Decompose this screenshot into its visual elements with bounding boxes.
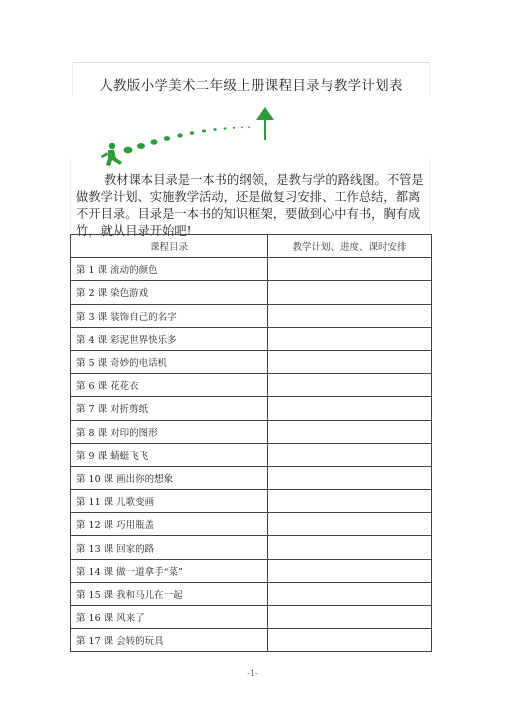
table-header-row: [71, 235, 432, 258]
table-row: [71, 513, 432, 536]
table-row: [71, 443, 432, 466]
up-arrow-icon: [256, 107, 274, 140]
intro-paragraph: 教材课本目录是一本书的纲领，是教与学的路线图。不管是做教学计划、实施教学活动，还是做复习安排、工作总结，都离不开目录。目录是一本书的知识框架，要做到心中有书，胸有成竹，就从目录开始吧!: [76, 173, 424, 239]
plan-cell: [268, 466, 432, 489]
header-teaching-plan: 教学计划、进度、课时安排: [268, 235, 432, 258]
lesson-cell: 第 5 课 奇妙的电话机: [71, 350, 268, 373]
lesson-cell: 第 10 课 画出你的想象: [71, 466, 268, 489]
table-row: [71, 350, 432, 373]
table-row: [71, 629, 432, 652]
lesson-cell: 第 3 课 装饰自己的名字: [71, 304, 268, 327]
plan-cell: [268, 258, 432, 281]
lesson-cell: 第 13 课 回家的路: [71, 536, 268, 559]
table-row: [71, 374, 432, 397]
table-row: [71, 420, 432, 443]
plan-cell: [268, 629, 432, 652]
plan-cell: [268, 582, 432, 605]
table-row: [71, 490, 432, 513]
plan-cell: [268, 350, 432, 373]
lesson-cell: 第 8 课 对印的图形: [71, 420, 268, 443]
table-row: [71, 258, 432, 281]
page-number: -1-: [247, 669, 258, 678]
plan-cell: [268, 443, 432, 466]
table-row: [71, 466, 432, 489]
table-row: [71, 606, 432, 629]
header-course-catalog: 课程目录: [71, 235, 268, 258]
table-row: [71, 281, 432, 304]
plan-cell: [268, 374, 432, 397]
table-row: [71, 304, 432, 327]
lesson-cell: 第 11 课 儿歌变画: [71, 490, 268, 513]
page-title: 人教版小学美术二年级上册课程目录与教学计划表: [99, 78, 403, 94]
table-row: [71, 397, 432, 420]
lesson-plan-table: [70, 234, 432, 652]
plan-cell: [268, 536, 432, 559]
title-box: [72, 62, 430, 95]
lesson-cell: 第 16 课 风来了: [71, 606, 268, 629]
plan-cell: [268, 327, 432, 350]
table-row: [71, 327, 432, 350]
plan-cell: [268, 304, 432, 327]
lesson-cell: 第 14 课 做一道拿手“菜”: [71, 559, 268, 582]
table-row: [71, 559, 432, 582]
plan-cell: [268, 559, 432, 582]
lesson-cell: 第 7 课 对折剪纸: [71, 397, 268, 420]
plan-cell: [268, 397, 432, 420]
plan-cell: [268, 606, 432, 629]
lesson-cell: 第 2 课 染色游戏: [71, 281, 268, 304]
plan-cell: [268, 420, 432, 443]
lesson-cell: 第 1 课 流动的颜色: [71, 258, 268, 281]
lesson-cell: 第 15 课 我和马儿在一起: [71, 582, 268, 605]
plan-cell: [268, 281, 432, 304]
lesson-cell: 第 4 课 彩泥世界快乐多: [71, 327, 268, 350]
plan-cell: [268, 490, 432, 513]
plan-cell: [268, 513, 432, 536]
lesson-cell: 第 17 课 会转的玩具: [71, 629, 268, 652]
lesson-cell: 第 9 课 蜻蜓飞飞: [71, 443, 268, 466]
table-row: [71, 536, 432, 559]
table-row: [71, 582, 432, 605]
lesson-cell: 第 12 课 巧用瓶盖: [71, 513, 268, 536]
dotted-trail: [124, 126, 250, 153]
lesson-cell: 第 6 课 花花衣: [71, 374, 268, 397]
